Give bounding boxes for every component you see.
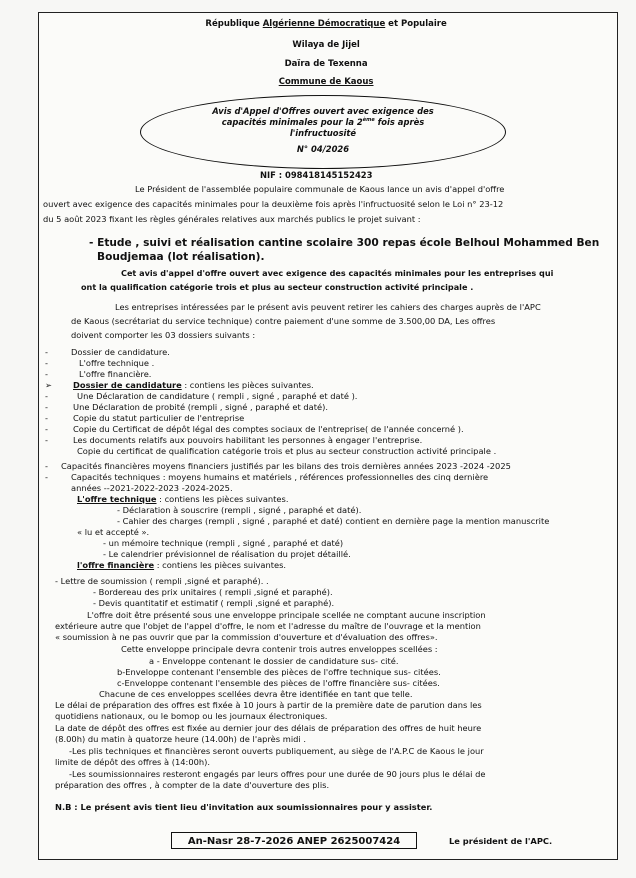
nif-line: NIF : 098418145152423: [260, 170, 373, 180]
retrieval-line: de Kaous (secrétariat du service technique) contre paiement d'une somme de 3.500,00 DA, Les offres: [71, 316, 496, 326]
oval-line-1: Avis d'Appel d'Offres ouvert avec exigence des: [212, 106, 434, 116]
candidature-item: - Copie du statut particulier de l'entreprise: [45, 413, 245, 423]
retrieval-line: doivent comporter les 03 dossiers suivants :: [71, 330, 256, 340]
sub-envelope-item: b-Enveloppe contenant l'ensemble des pièces de l'offre technique sus- citées.: [117, 667, 441, 677]
project-title: - Etude , suivi et réalisation cantine scolaire 300 repas école Belhoul Mohammed Ben: [89, 237, 600, 249]
intro-line: du 5 août 2023 fixant les règles générales relatives aux marchés publics le projet suivant :: [43, 214, 421, 224]
envelope-line: extérieure autre que l'objet de l'appel d'offre, le nom et l'adresse du maître de l'ouvrage et la mention: [55, 621, 481, 631]
capacity-line: années --2021-2022-2023 -2024-2025.: [71, 483, 233, 493]
eligibility-line: Cet avis d'appel d'offre ouvert avec exigence des capacités minimales pour les entreprises qui: [121, 268, 554, 278]
oval-line-3: l'infructuosité: [289, 128, 357, 138]
wilaya-line: Wilaya de Jijel: [292, 40, 360, 50]
daira-line: Daïra de Texenna: [284, 59, 368, 69]
publication-footer: An-Nasr 28-7-2026 ANEP 2625007424: [171, 832, 417, 849]
delay-line: Le délai de préparation des offres est fixée à 10 jours à partir de la première date de parution dans les: [55, 700, 482, 710]
candidature-item: - Une Déclaration de candidature ( rempli , signé , paraphé et daté ).: [45, 391, 358, 401]
tender-notice-page: [38, 12, 618, 860]
envelope-line: « soumission à ne pas ouvrir que par la commission d'ouverture et d'évaluation des offres».: [55, 632, 438, 642]
technique-item: - Cahier des charges (rempli , signé , paraphé et daté) contient en dernière page la mention manuscrite: [117, 516, 550, 526]
candidature-item: Copie du certificat de qualification catégorie trois et plus au secteur construction activité principale .: [77, 446, 497, 456]
technique-item: - Le calendrier prévisionnel de réalisation du projet détaillé.: [103, 549, 351, 559]
delay-line: -Les soumissionnaires resteront engagés par leurs offres pour une durée de 90 jours plus le délai de: [69, 769, 486, 779]
arrow-bullet-icon: ➢: [45, 380, 52, 390]
sub-envelope-item: a - Enveloppe contenant le dossier de candidature sus- cité.: [149, 656, 399, 666]
delay-line: La date de dépôt des offres est fixée au dernier jour des délais de préparation des offres de huit heure: [55, 723, 482, 733]
financiere-heading: l'offre financière : contiens les pièces suivantes.: [77, 560, 287, 570]
delay-line: quotidiens nationaux, ou le bomop ou les journaux électroniques.: [55, 711, 328, 721]
financiere-item: - Bordereau des prix unitaires ( rempli ,signé et paraphé).: [93, 587, 333, 597]
retrieval-line: Les entreprises intéressées par le présent avis peuvent retirer les cahiers des charges auprès de l'APC: [115, 302, 541, 312]
dossier-item: - Dossier de candidature.: [45, 347, 170, 357]
candidature-item: - Une Déclaration de probité (rempli , signé , paraphé et daté).: [45, 402, 328, 412]
financiere-item: - Lettre de soumission ( rempli ,signé et paraphé). .: [55, 576, 269, 586]
dossier-item: - L'offre technique .: [45, 358, 155, 368]
commune-line: Commune de Kaous: [278, 77, 374, 87]
dossier-item: - L'offre financière.: [45, 369, 152, 379]
technique-item: - Déclaration à souscrire (rempli , signé , paraphé et daté).: [117, 505, 362, 515]
project-title: Boudjemaa (lot réalisation).: [97, 251, 265, 263]
delay-line: préparation des offres , à compter de la date d'ouverture des plis.: [55, 780, 330, 790]
oval-line-2: capacités minimales pour la 2ème fois après: [221, 117, 425, 127]
delay-line: limite de dépôt des offres à (14:00h).: [55, 757, 211, 767]
republic-header: République Algérienne Démocratique et Populaire: [205, 19, 447, 29]
nb-note: N.B : Le présent avis tient lieu d'invitation aux soumissionnaires pour y assister.: [55, 802, 433, 812]
technique-heading: L'offre technique : contiens les pièces suivantes.: [77, 494, 289, 504]
candidature-item: - Copie du Certificat de dépôt légal des comptes sociaux de l'entreprise( de l'année concerné ).: [45, 424, 464, 434]
envelope-line: L'offre doit être présenté sous une enveloppe principale scellée ne comptant aucune inscription: [87, 610, 486, 620]
sub-envelopes-outro: Chacune de ces enveloppes scellées devra être identifiée en tant que telle.: [99, 689, 413, 699]
delay-line: -Les plis techniques et financières seront ouverts publiquement, au siège de l'A.P.C de Kaous le jour: [69, 746, 484, 756]
sub-envelope-item: c-Enveloppe contenant l'ensemble des pièces de l'offre financière sus- citées.: [117, 678, 440, 688]
sub-envelopes-intro: Cette enveloppe principale devra contenir trois autres enveloppes scellées :: [121, 644, 438, 654]
intro-line: Le Président de l'assemblée populaire communale de Kaous lance un avis d'appel d'offre: [135, 184, 505, 194]
candidature-heading: ➢ Dossier de candidature : contiens les pièces suivantes.: [45, 380, 314, 390]
technique-item: « lu et accepté ».: [77, 527, 150, 537]
capacity-line: - Capacités techniques : moyens humains et matériels , références professionnelles des cinq dernière: [45, 472, 489, 482]
notice-title-oval: [140, 95, 506, 169]
signature: Le président de l'APC.: [449, 836, 553, 846]
financiere-item: - Devis quantitatif et estimatif ( rempli ,signé et paraphé).: [93, 598, 335, 608]
eligibility-line: ont la qualification catégorie trois et plus au secteur construction activité principale .: [81, 282, 474, 292]
delay-line: (8.00h) du matin à quatorze heure (14.00h) de l'après midi .: [55, 734, 306, 744]
candidature-item: - Les documents relatifs aux pouvoirs habilitant les personnes à engager l'entreprise.: [45, 435, 423, 445]
capacity-line: - Capacités financières moyens financiers justifiés par les bilans des trois dernières années 2023 -2024 -2025: [45, 461, 511, 471]
notice-number: N° 04/2026: [296, 144, 350, 154]
technique-item: - un mémoire technique (rempli , signé , paraphé et daté): [103, 538, 344, 548]
intro-line: ouvert avec exigence des capacités minimales pour la deuxième fois après l'infructuosité selon le Loi n° 23-12: [43, 199, 504, 209]
